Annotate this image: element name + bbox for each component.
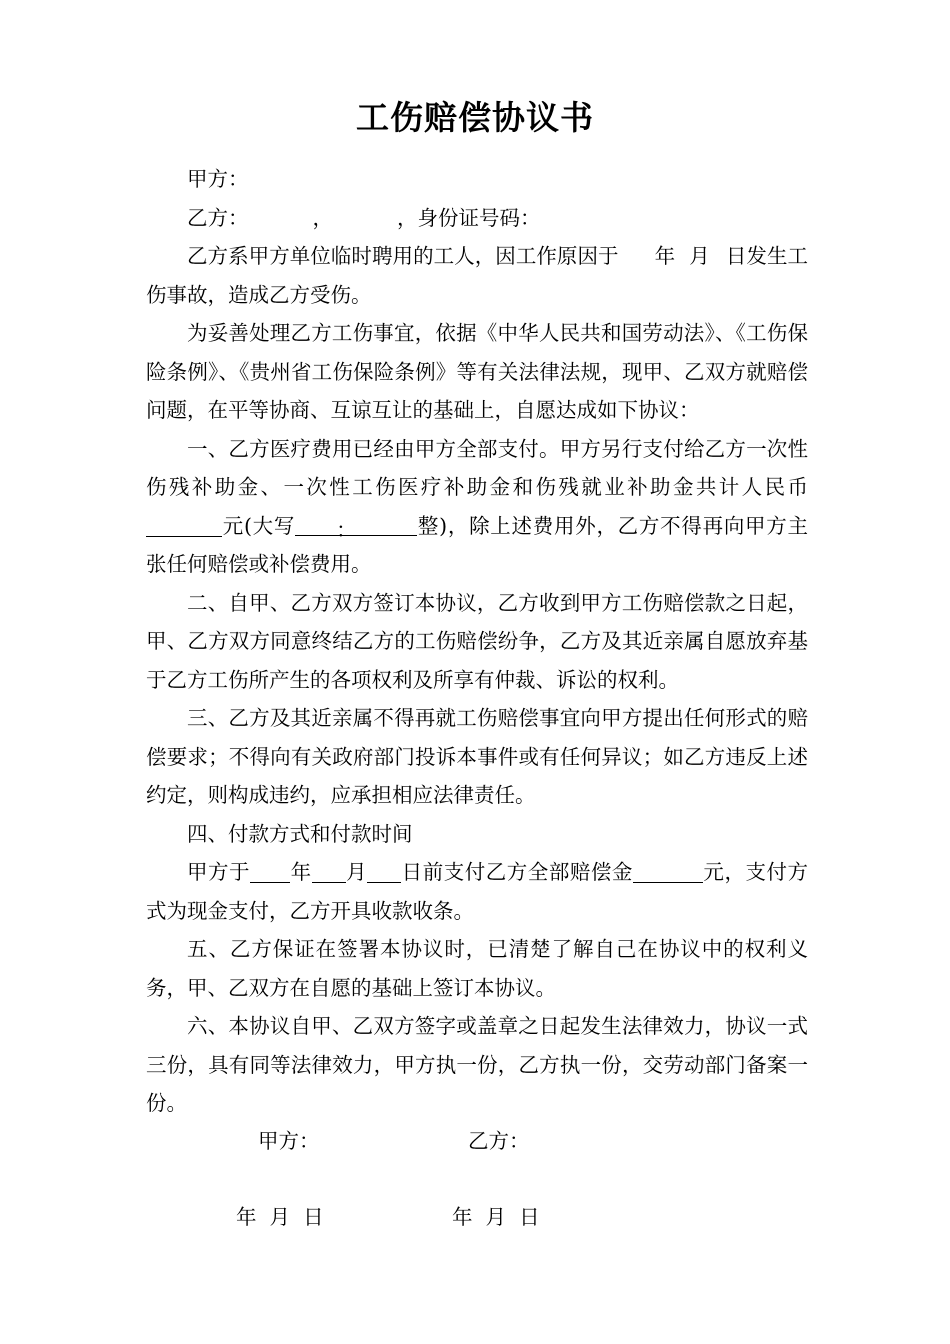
intro-month: 月: [689, 244, 710, 268]
month-blank: [312, 858, 346, 883]
amount-blank: [146, 512, 222, 537]
clause-4-month: 月: [345, 860, 368, 884]
comma: ，: [312, 205, 333, 230]
signature-date-a: 年 月 日: [236, 1205, 324, 1229]
party-a-label: 甲方：: [187, 167, 249, 191]
party-a-line: [146, 160, 808, 199]
signature-party-a: 甲方：: [258, 1129, 320, 1153]
intro-year: 年: [654, 244, 676, 268]
clause-1-text-2: 元(大写: [222, 513, 296, 538]
clause-3: 三、乙方及其近亲属不得再就工伤赔偿事宜向甲方提出任何形式的赔偿要求；不得向有关政府部门投诉本事件或有任何异议；如乙方违反上述约定，则构成违约，应承担相应法律责任。: [146, 706, 808, 807]
intro-day-text: 日发生工伤事故，造成乙方受伤。: [146, 244, 809, 307]
amount-uppercase-blank: [295, 511, 417, 542]
party-b-label: 乙方：: [187, 205, 249, 230]
clause-4-heading: 四、付款方式和付款时间: [187, 821, 413, 846]
basis-paragraph: 为妥善处理乙方工伤事宜，依据《中华人民共和国劳动法》、《工伤保险条例》、《贵州省工伤保险条例》等有关法律法规，现甲、乙双方就赔偿问题，在平等协商、互谅互让的基础上，自愿达成如下协议：: [146, 321, 808, 422]
intro-text: 乙方系甲方单位临时聘用的工人，因工作原因于: [187, 244, 619, 268]
day-blank: [367, 858, 401, 883]
signature-party-b: 乙方：: [468, 1129, 530, 1153]
year-blank: [250, 858, 290, 883]
clause-1-text-3: 整)，除上述费用外，乙方不得再向甲方主张任何赔偿或补偿费用。: [146, 513, 809, 576]
clause-4-text-3: 元，支付方式为现金支付，乙方开具收款收条。: [146, 860, 809, 923]
clause-4-year: 年: [290, 860, 312, 884]
colon: ：: [336, 517, 357, 542]
intro-paragraph: [146, 237, 808, 314]
payment-amount-blank: [633, 858, 703, 883]
clause-4-text: 甲方于: [187, 860, 251, 884]
clause-1-text: 一、乙方医疗费用已经由甲方全部支付。甲方另行支付给乙方一次性伤残补助金、一次性工伤医疗补助金和伤残就业补助金共计人民币: [146, 436, 808, 499]
clause-2: 二、自甲、乙方双方签订本协议，乙方收到甲方工伤赔偿款之日起，甲、乙方双方同意终结乙方的工伤赔偿纷争，乙方及其近亲属自愿放弃基于乙方工伤所产生的各项权利及所享有仲裁、诉讼的权利。: [146, 590, 808, 692]
clause-6: 六、本协议自甲、乙双方签字或盖章之日起发生法律效力，协议一式三份，具有同等法律效力，甲方执一份，乙方执一份，交劳动部门备案一份。: [146, 1014, 808, 1115]
clause-4-text-2: 日前支付乙方全部赔偿金: [401, 860, 633, 884]
clause-5: 五、乙方保证在签署本协议时，已清楚了解自己在协议中的权利义务，甲、乙双方在自愿的基础上签订本协议。: [146, 937, 808, 1000]
document-title: 工伤赔偿协议书: [356, 98, 594, 137]
signature-date-b: 年 月 日: [452, 1205, 540, 1229]
document-body: [146, 160, 808, 1123]
clause-1: [146, 430, 808, 584]
clause-4: [146, 853, 808, 930]
party-b-line: [146, 199, 808, 238]
id-number-label: ，身份证号码：: [397, 205, 541, 230]
